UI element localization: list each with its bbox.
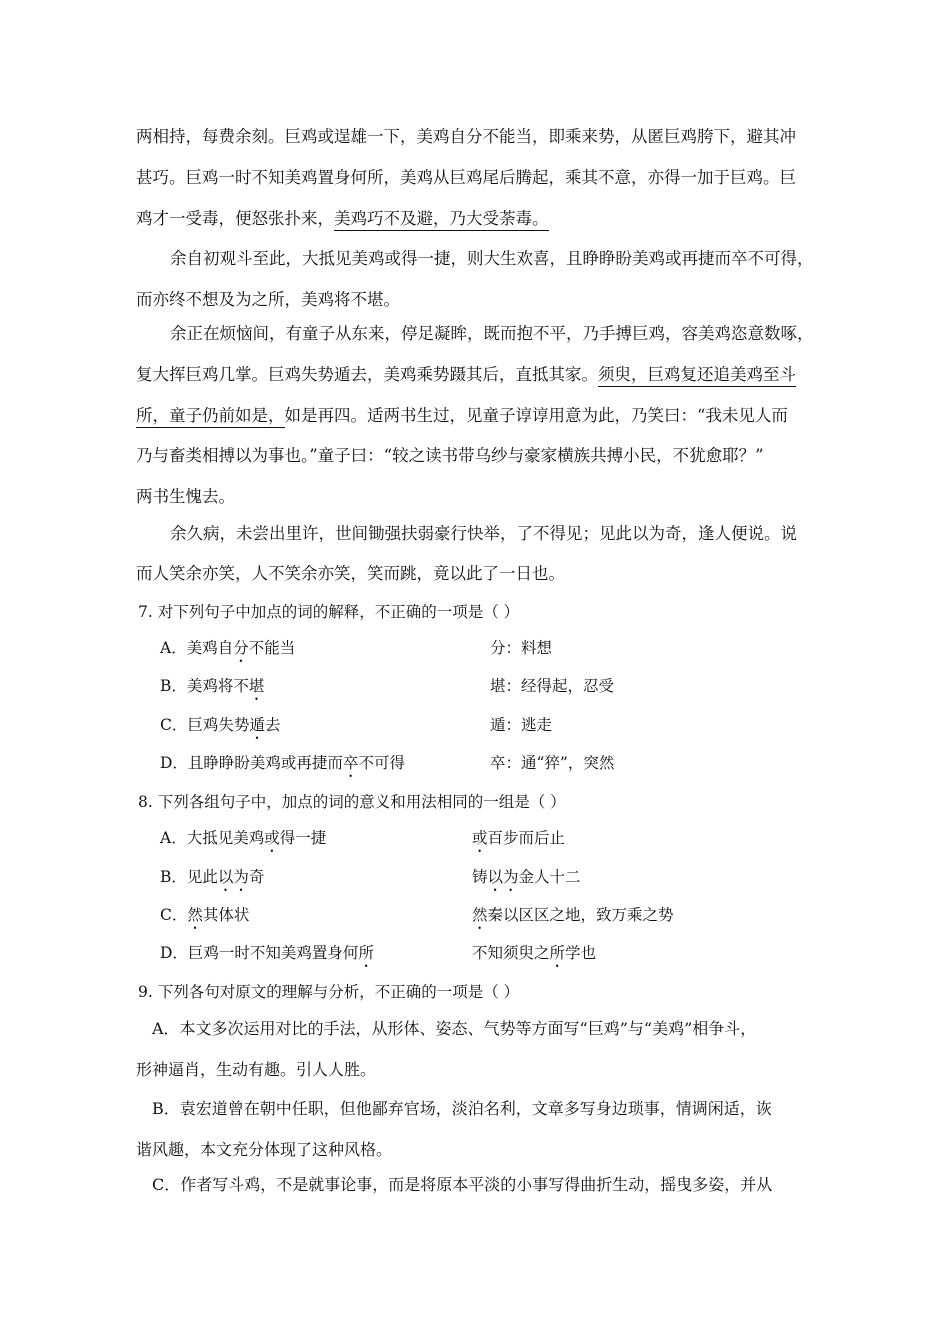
- passage-line: [136, 211, 826, 228]
- passage-text: 鸡才一受毒，便怒张扑来，: [136, 209, 334, 228]
- passage-line: 两相持，每费余刻。巨鸡或逞雄一下，美鸡自分不能当，即乘来势，从匿巨鸡胯下，避其冲: [136, 127, 796, 146]
- q8-option-d-compare: 不知须臾之所学也: [472, 944, 597, 962]
- passage-line: 余正在烦恼间，有童子从东来，停足凝眸，既而抱不平，乃手搏巨鸡，容美鸡恣意数啄，: [170, 324, 814, 343]
- q7-option-a: A．美鸡自分不能当: [160, 639, 296, 657]
- q7-option-d-explanation: 卒：通“猝”，突然: [490, 754, 615, 772]
- passage-line: 余久病，未尝出里许，世间锄强扶弱豪行快举，了不得见；见此以为奇，逢人便说。说: [170, 524, 797, 543]
- q9-option-b-line1: B．袁宏道曾在朝中任职，但他鄙弃官场，淡泊名利，文章多写身边琐事，情调闲适，诙: [152, 1099, 772, 1118]
- q8-option-b-compare: 铸以为金人十二: [472, 868, 581, 886]
- passage-line: 而亦终不想及为之所，美鸡将不堪。: [136, 290, 400, 309]
- q7-option-b-explanation: 堪：经得起，忍受: [490, 677, 615, 695]
- underlined-sentence: 所，童子仍前如是，: [136, 406, 285, 428]
- q7-option-b: B．美鸡将不堪: [160, 677, 265, 695]
- q8-option-d: D．巨鸡一时不知美鸡置身何所: [160, 944, 374, 962]
- passage-text: 如是再四。适两书生过，见童子谆谆用意为此，乃笑曰：“我未见人而: [284, 406, 788, 425]
- passage-line: 余自初观斗至此，大抵见美鸡或得一捷，则大生欢喜，且睁睁盼美鸡或再捷而卒不可得，: [170, 249, 814, 268]
- q8-option-c: C．然其体状: [160, 906, 250, 924]
- passage-line: 甚巧。巨鸡一时不知美鸡置身何所，美鸡从巨鸡尾后腾起，乘其不意，亦得一加于巨鸡。巨: [136, 168, 796, 187]
- q8-option-a-compare: 或百步而后止: [472, 829, 566, 847]
- passage-line: 而人笑余亦笑，人不笑余亦笑，笑而跳，竟以此了一日也。: [136, 564, 565, 583]
- q8-option-c-compare: 然秦以区区之地，致万乘之势: [472, 906, 674, 924]
- q7-option-d: D．且睁睁盼美鸡或再捷而卒不可得: [160, 754, 405, 772]
- passage-line: 乃与畜类相搏以为事也。”童子曰：“较之读书带乌纱与豪家横族共搏小民，不犹愈耶？”: [136, 446, 764, 465]
- q8-option-b: B．见此以为奇: [160, 868, 265, 886]
- question-8-stem: 8. 下列各组句子中，加点的词的意义和用法相同的一组是（ ）: [138, 793, 566, 811]
- q7-option-c-explanation: 遁：逃走: [490, 716, 553, 734]
- passage-line: [136, 408, 826, 425]
- q7-option-a-explanation: 分：料想: [490, 639, 553, 657]
- q9-option-c-line1: C．作者写斗鸡，不是就事论事，而是将原本平淡的小事写得曲折生动，摇曳多姿，并从: [152, 1175, 773, 1194]
- passage-line: 两书生愧去。: [136, 487, 235, 506]
- passage-text: 复大挥巨鸡几掌。巨鸡失势遁去，美鸡乘势蹑其后，直抵其家。: [136, 365, 598, 384]
- q9-option-a-line1: A．本文多次运用对比的手法，从形体、姿态、气势等方面写“巨鸡”与“美鸡”相争斗，: [152, 1019, 757, 1038]
- underlined-sentence: 须臾，巨鸡复还追美鸡至斗: [598, 365, 796, 387]
- question-7-stem: 7. 对下列句子中加点的词的解释，不正确的一项是（ ）: [138, 603, 520, 621]
- q8-option-a: A．大抵见美鸡或得一捷: [160, 829, 327, 847]
- q7-option-c: C．巨鸡失势遁去: [160, 716, 281, 734]
- passage-line: [136, 367, 826, 384]
- q9-option-a-line2: 形神逼肖，生动有趣。引人人胜。: [136, 1060, 377, 1079]
- question-9-stem: 9. 下列各句对原文的理解与分析，不正确的一项是（ ）: [138, 983, 520, 1001]
- q9-option-b-line2: 谐风趣，本文充分体现了这种风格。: [136, 1140, 393, 1159]
- underlined-sentence: 美鸡巧不及避，乃大受荼毒。: [334, 209, 549, 231]
